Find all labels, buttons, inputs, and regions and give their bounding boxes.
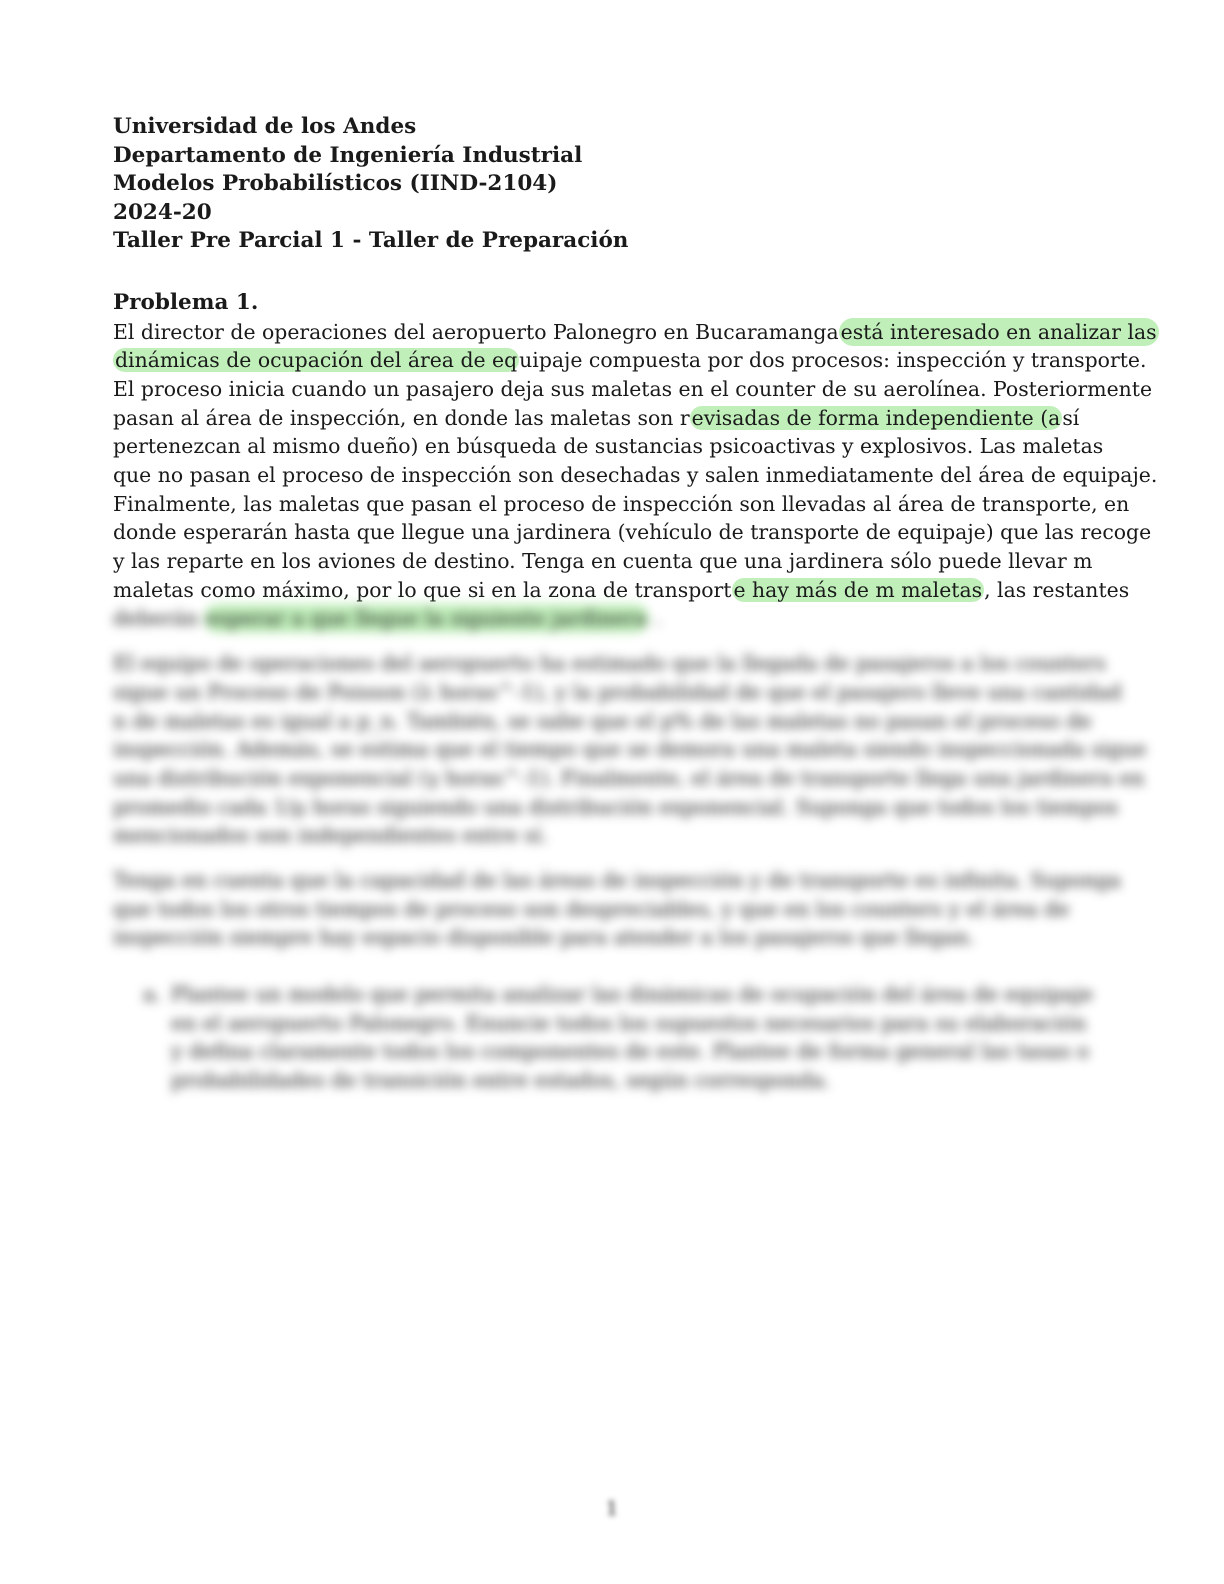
text-line: Finalmente, las maletas que pasan el proceso de inspección son llevadas al área de transporte, en [113,491,1130,516]
problem-paragraph-2 [113,649,1147,850]
highlight: dinámicas de ocupación del área de eq [115,348,518,373]
text-line: maletas como máximo, por lo que si en la zona de transporte hay más de m maletas, las restantes [113,577,1130,602]
text-line: promedio cada 1/μ horas siguiendo una distribución exponencial. Suponga que todos los tiempos [113,794,1119,819]
highlight: evisadas de forma independiente (a [691,405,1061,430]
text-line: mencionados son independientes entre sí. [113,823,548,848]
question-item-a [113,980,1101,1095]
text-line: Tenga en cuenta que la capacidad de las áreas de inspección y de transporte es infinita. Suponga [113,867,1122,892]
highlight: e hay más de m maletas [733,577,983,602]
text-line: sigue un Proceso de Poisson (λ horas^-1), y la probabilidad de que el pasajero lleve una cantidad [113,679,1122,704]
text-line: inspección siempre hay espacio disponible para atender a los pasajeros que llegan. [113,925,975,950]
problem-paragraph-3 [113,866,1122,952]
text-line: El proceso inicia cuando un pasajero deja sus maletas en el counter de su aerolínea. Posteriormente [113,376,1153,401]
item-marker: a. [143,982,162,1006]
text-line: pasan al área de inspección, en donde las maletas son revisadas de forma independiente (así [113,405,1080,430]
highlight: está interesado en analizar las [839,318,1159,347]
problem-title: Problema 1. [113,289,259,315]
text-line: pertenezcan al mismo dueño) en búsqueda de sustancias psicoactivas y explosivos. Las maletas [113,434,1104,459]
text-line: dinámicas de ocupación del área de equipaje compuesta por dos procesos: inspección y transporte. [115,348,1147,373]
department-name: Departamento de Ingeniería Industrial [113,142,583,168]
term: 2024-20 [113,199,212,225]
text-line: y las reparte en los aviones de destino. Tenga en cuenta que una jardinera sólo puede llevar m [113,549,1093,574]
text-line: Plantee un modelo que permita analizar las dinámicas de ocupación del área de equipaje [171,982,1094,1006]
text-line: que no pasan el proceso de inspección son desechadas y salen inmediatamente del área de equipaje. [113,463,1158,487]
text-line: El director de operaciones del aeropuerto Palonegro en Bucaramanga está interesado en analizar las [113,318,1101,347]
text-line: El equipo de operaciones del aeropuerto ha estimado que la llegada de pasajeros a los counters [113,651,1106,676]
document-page [113,113,1158,1095]
text-line: inspección. Además, se estima que el tiempo que se demora una maleta siendo inspeccionada sigue [113,737,1147,762]
university-name: Universidad de los Andes [113,114,417,139]
text-line: donde esperarán hasta que llegue una jardinera (vehículo de transporte de equipaje) que las recoge [113,520,1152,545]
document-title: Taller Pre Parcial 1 - Taller de Preparación [113,228,629,254]
text-line: probabilidades de transición entre estados, según corresponda. [171,1068,831,1093]
text-line: n de maletas es igual a p_n. También, se sabe que el p% de las maletas no pasan el proceso de [113,708,1092,733]
text-line: deberán esperar a que llegue la siguiente jardinera . [113,604,1101,633]
problem-paragraph-1 [113,318,1158,634]
page-number: 1 [605,1496,619,1520]
text-line: en el aeropuerto Palonegro. Enuncie todos los supuestos necesarios para su elaboración [171,1010,1087,1035]
highlight: esperar a que llegue la siguiente jardinera [204,604,649,633]
course-name: Modelos Probabilísticos (IIND-2104) [113,171,558,197]
text-line: y defina claramente todos los componentes de este. Plantee de forma general las tasas o [171,1039,1090,1064]
text-line: que todos los otros tiempos de proceso son despreciables, y que en los counters y el área de [113,896,1070,921]
text-line: una distribución exponencial (γ horas^-1). Finalmente, el área de transporte llega una jardinera en [113,765,1145,790]
